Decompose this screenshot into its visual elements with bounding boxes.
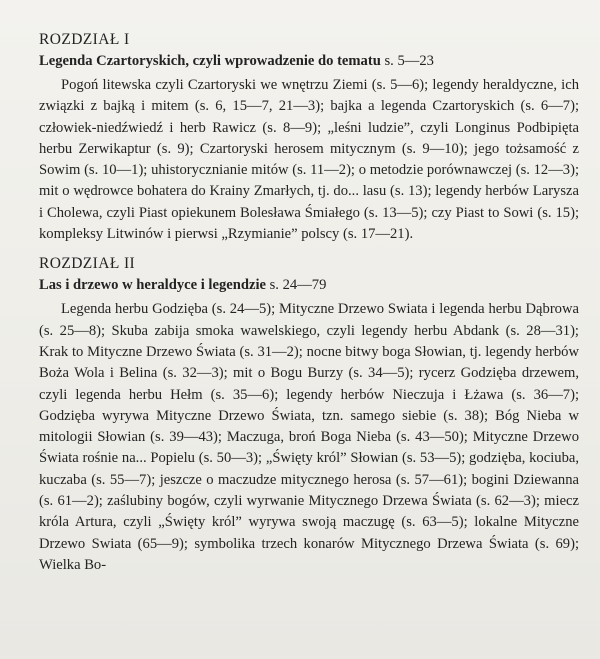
chapter-summary: Legenda herbu Godzięba (s. 24—5); Mityczne Drzewo Swiata i legenda herbu Dąbrowa (s. 25—8); Skuba zabija smoka wawelskiego, czyli legendy herbu Abdank (s. 28—31); Krak to Mityczne Drzewo Świata (s. 31—2); nocne bitwy boga Słowian, tj. legendy herbów Boża Wola i Belina (s. 32—3); mit o Bogu Burzy (s. 34—5); rycerz Godzięba drzewem, czyli legenda herbu Hełm (s. 35—6); legendy herbów Nieczuja i Łżawa (s. 36—7); Godzięba wyrywa Mityczne Drzewo Świata, tzn. samego siebie (s. 38); Bóg Nieba w mitologii Słowian (s. 39—43); Maczuga, broń Boga Nieba (s. 43—50); Mityczne Drzewo Świata rośnie na... Popielu (s. 50—3); „Święty król” Słowian (s. 53—5); godzięba, kociuba, kuczaba (s. 55—7); jeszcze o maczudze mitycznego herosa (s. 57—61); bogini Dziewanna (s. 61—2); zaślubiny bogów, czyli wyrwanie Mitycznego Drzewa Świata (s. 62—3); miecz króla Artura, czyli „Święty król” wyrywa swoją maczugę (s. 63—5); lokalne Mityczne Drzewo Swiata (65—9); symbolika trzech konarów Mitycznego Drzewa Świata (s. 69); Wielka Bo- <box>39 301 579 573</box>
chapter-summary: Pogoń litewska czyli Czartoryski we wnętrzu Ziemi (s. 5—6); legendy heraldyczne, ich związki z bajką i mitem (s. 6, 15—7, 21—3); bajka a legenda Czartoryskich (s. 6—7); człowiek-niedźwiedź i herb Rawicz (s. 8—9); „leśni ludzie”, czyli Longinus Podbipięta herbu Zerwikaptur (s. 9); Czartoryski herosem mitycznym (s. 9—10); jego tożsamość z Sowim (s. 10—1); uhistorycznianie mitów (s. 11—2); o metodzie porównawczej (s. 12—3); mit o wędrowce bohatera do Krainy Zmarłych, tj. do... lasu (s. 13); legendy herbów Larysza i Cholewa, czyli Piast opiekunem Bolesława Śmiałego (s. 13—5); czy Piast to Sowi (s. 15); kompleksy Litwinów i pierwsi „Rzymianie” polscy (s. 17—21). <box>39 77 579 243</box>
chapter-section <box>39 254 579 576</box>
chapter-title-line <box>39 275 579 296</box>
chapter-title: Legenda Czartoryskich, czyli wprowadzenie do tematu <box>39 53 381 69</box>
chapter-heading: ROZDZIAŁ I <box>39 31 130 48</box>
chapter-section <box>39 30 579 245</box>
chapter-title-line <box>39 51 579 72</box>
chapter-heading: ROZDZIAŁ II <box>39 255 136 273</box>
chapter-page-range: s. 24—79 <box>265 277 327 294</box>
chapter-title: Las i drzewo w heraldyce i legendzie <box>39 277 266 294</box>
book-page <box>39 30 579 576</box>
chapter-page-range: s. 5—23 <box>380 53 434 69</box>
